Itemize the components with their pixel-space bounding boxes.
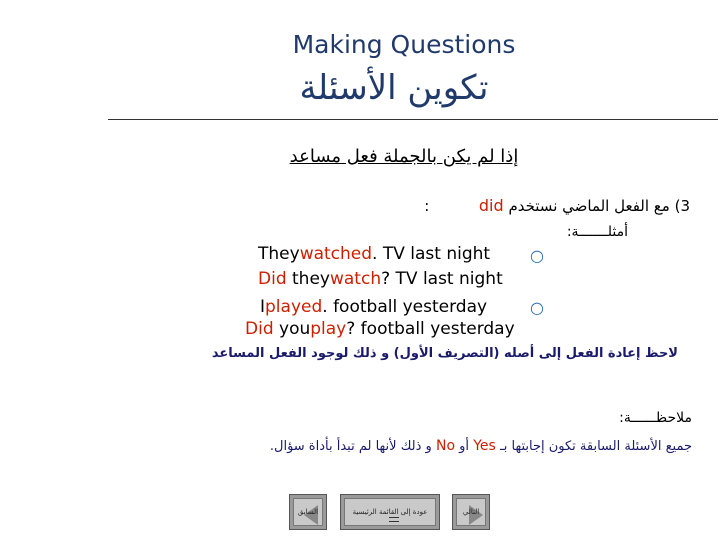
- prev-button-face: [293, 498, 323, 526]
- ex2-s-rest: . football yesterday: [322, 297, 488, 317]
- note-body: [270, 438, 692, 454]
- examples-label: أمثلـــــــة:: [566, 224, 628, 240]
- note-body-prefix: جميع الأسئلة السابقة تكون إجابتها بـ: [499, 439, 692, 454]
- ex1-q-rest: ? TV last night: [381, 269, 503, 289]
- page-title-english: Making Questions: [292, 30, 516, 59]
- ex2-q-aux: Did: [245, 319, 274, 339]
- ex1-s-subject: They: [258, 244, 300, 264]
- ex2-s-subject: I: [260, 297, 266, 317]
- ex1-q-subject: they: [286, 269, 330, 289]
- next-button-label: التالي: [462, 508, 480, 516]
- ex2-q-rest: ? football yesterday: [346, 319, 515, 339]
- ex1-q-verb: watch: [329, 269, 382, 289]
- title-divider: [108, 119, 718, 120]
- rule-prefix: 3) مع الفعل الماضي نستخدم: [508, 197, 690, 215]
- page-title-arabic: تكوين الأسئلة: [299, 68, 489, 108]
- ex1-q-aux: Did: [258, 269, 287, 289]
- note-body-suffix: و ذلك لأنها لم تبدأ بأداة سؤال.: [269, 439, 432, 454]
- home-button[interactable]: [340, 494, 440, 530]
- ex1-s-rest: . TV last night: [372, 244, 491, 264]
- rule-colon: :: [424, 197, 430, 215]
- ex2-q-subject: you: [273, 319, 311, 339]
- example-2-question: [245, 319, 515, 339]
- prev-button-label: السابق: [297, 508, 319, 516]
- home-icon: [389, 517, 399, 522]
- rule-statement: [424, 196, 690, 215]
- note-label: ملاحظــــــة:: [619, 410, 692, 426]
- section-subtitle: [0, 146, 728, 167]
- example-1-statement: [258, 244, 490, 264]
- bullet-icon: ○: [530, 246, 544, 265]
- note-yes: Yes: [473, 438, 496, 454]
- bullet-icon: ○: [530, 298, 544, 317]
- ex1-s-verb: watched: [299, 244, 373, 264]
- ex2-q-verb: play: [310, 319, 347, 339]
- section-subtitle-text: إذا لم يكن بالجملة فعل مساعد: [289, 146, 519, 167]
- example-1-question: [258, 269, 503, 289]
- prev-button[interactable]: [289, 494, 327, 530]
- home-button-label: عودة إلى القائمة الرئيسية: [352, 508, 428, 516]
- home-button-face: [344, 498, 436, 526]
- example-2-statement: [260, 297, 487, 317]
- rule-aux-did: did: [478, 196, 504, 215]
- note-or: أو: [459, 439, 470, 454]
- next-button-face: [456, 498, 486, 526]
- note-highlight: لاحظ إعادة الفعل إلى أصله (التصريف الأول) و ذلك لوجود الفعل المساعد: [211, 346, 678, 361]
- ex2-s-verb: played: [265, 297, 323, 317]
- next-button[interactable]: [452, 494, 490, 530]
- note-no: No: [435, 438, 456, 454]
